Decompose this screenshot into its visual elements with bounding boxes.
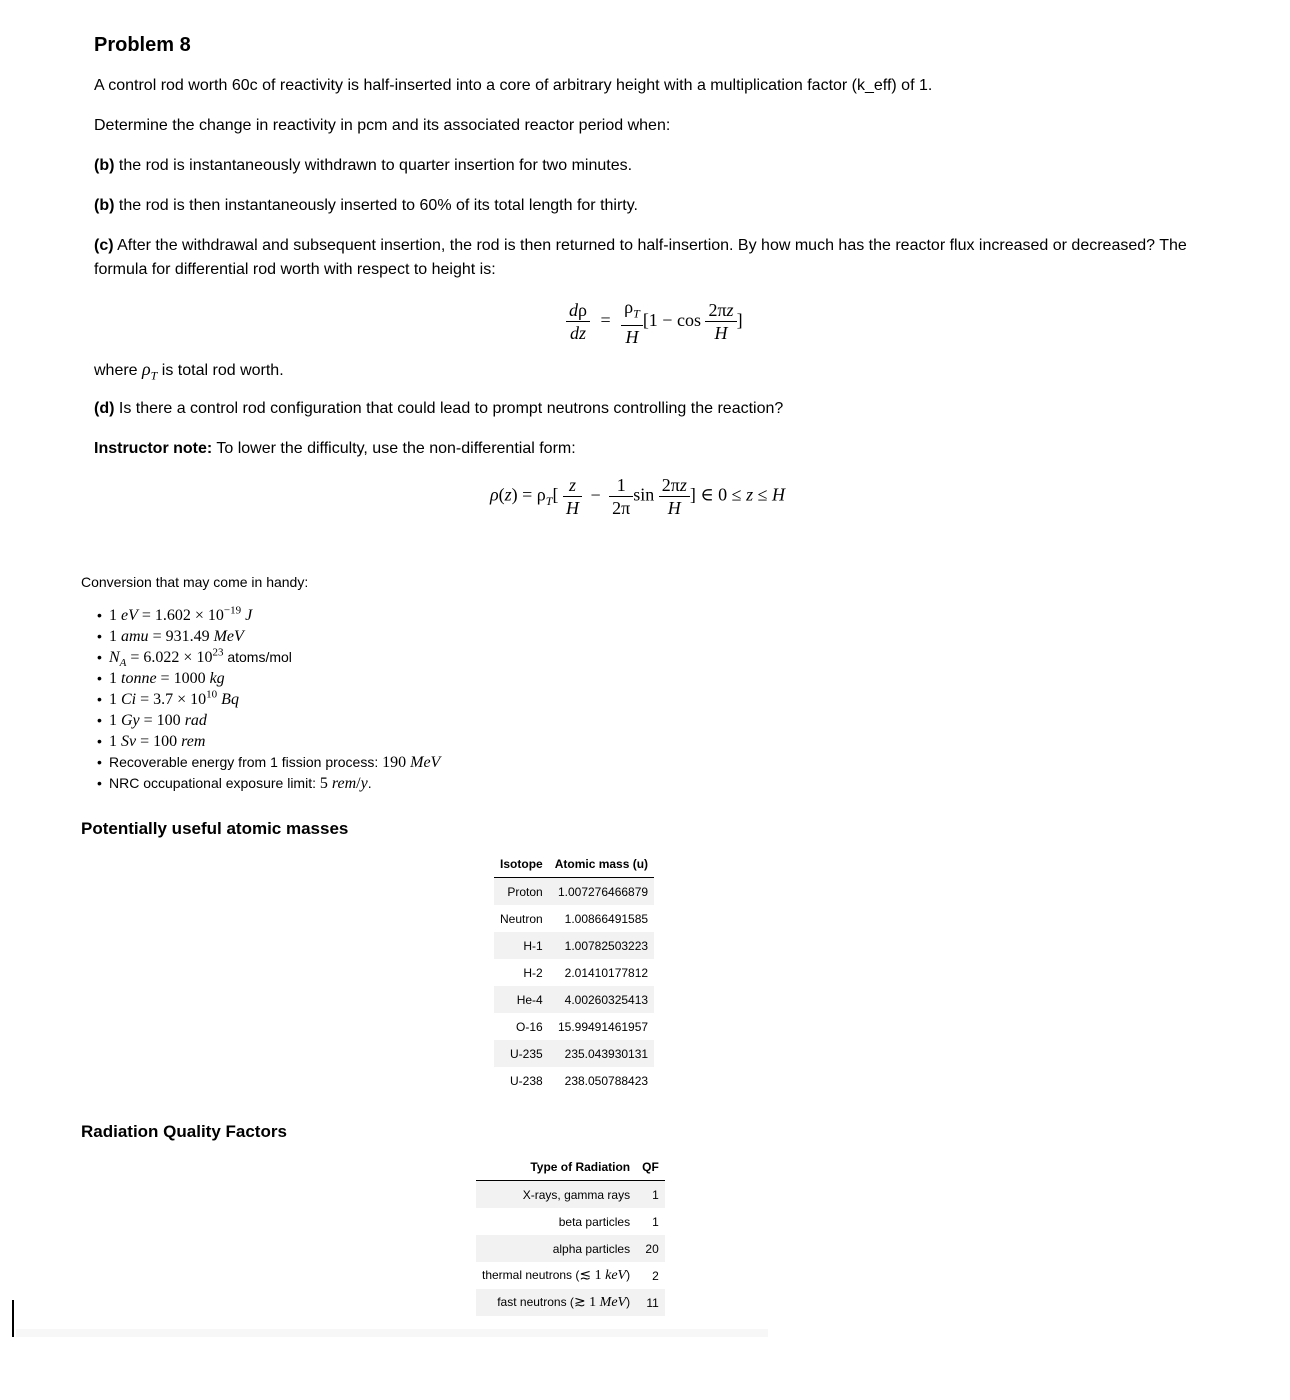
instructor-note: [94, 437, 576, 461]
part-b1: [94, 154, 632, 178]
isotope-cell: U-235: [494, 1040, 549, 1067]
radiation-type-cell: beta particles: [558, 1214, 631, 1229]
where-line: [94, 357, 284, 388]
part-d-text: Is there a control rod configuration that could lead to prompt neutrons controlling the reaction?: [114, 400, 784, 417]
table-header: Isotope: [494, 851, 549, 878]
nrc-suffix: .: [367, 775, 372, 791]
conversion-amu: • 1 amu = 931.49 MeV: [81, 626, 501, 647]
mass-cell: 235.043930131: [549, 1040, 654, 1067]
part-b1-label: (b): [94, 157, 115, 174]
problem-title: Problem 8: [94, 34, 191, 56]
table-header: Atomic mass (u): [549, 851, 654, 878]
conversion-fission-energy: • Recoverable energy from 1 fission process: 190 MeV: [81, 752, 501, 773]
part-d-label: (d): [94, 400, 115, 417]
differential-worth-formula: $\frac{d\rho}{dz}$ = $\frac{\rho_T}{H}$ [1 − cos $\frac{2\pi z}{H}$ ]: [566, 296, 743, 348]
integral-worth-formula: $\rho(z) = \rho_T$[ $\frac{z}{H}$ − $\frac{1}{2\pi}$ sin $\frac{2\pi z}{H}$ ] ∈ 0 ≤ z ≤ H: [490, 475, 785, 518]
masses-title: Potentially useful atomic masses: [81, 819, 349, 838]
radiation-type-cell: fast neutrons (≳ 1 MeV): [476, 1289, 636, 1316]
mass-cell: 238.050788423: [564, 1073, 649, 1088]
part-c-text: After the withdrawal and subsequent insertion, the rod is then returned to half-insertion. By how much has the reactor flux increased or decreased? The formula for differential rod worth with respect to height is:: [94, 237, 1187, 278]
where-suffix: is total rod worth.: [157, 362, 284, 379]
table-header-row: [476, 1154, 665, 1181]
fission-text: Recoverable energy from 1 fission process:: [109, 754, 383, 770]
table-header: QF: [636, 1154, 665, 1181]
radiation-type-cell: alpha particles: [476, 1235, 636, 1262]
conversion-gray: • 1 Gy = 100 rad: [81, 710, 501, 731]
isotope-cell: U-238: [510, 1073, 543, 1088]
problem-determine: Determine the change in reactivity in pcm and its associated reactor period when:: [94, 117, 671, 134]
isotope-cell: O-16: [516, 1019, 543, 1034]
isotope-cell: Neutron: [500, 911, 543, 926]
conversion-sievert: • 1 Sv = 100 rem: [81, 731, 501, 752]
table-row: [494, 932, 654, 959]
isotope-cell: H-2: [523, 965, 543, 980]
mass-cell: 4.00260325413: [549, 986, 654, 1013]
radiation-type-cell: X-rays, gamma rays: [476, 1181, 636, 1209]
table-row: [476, 1235, 665, 1262]
fast-neutrons-suffix: ): [626, 1295, 631, 1309]
problem-intro: A control rod worth 60c of reactivity is half-inserted into a core of arbitrary height with a multiplication factor (k_eff) of 1.: [94, 77, 933, 94]
table-row: [494, 1013, 654, 1040]
table-header: Type of Radiation: [476, 1154, 636, 1181]
thermal-neutrons-suffix: ): [626, 1268, 631, 1282]
mass-cell: 1.00866491585: [564, 911, 649, 926]
conversion-ev: • 1 eV = $1.602 \times 10^{-19}$ J: [81, 605, 501, 626]
rho-t-symbol: $\rho_T$: [142, 359, 158, 383]
table-row: [476, 1262, 665, 1289]
radiation-type-cell: thermal neutrons (≲ 1 keV): [482, 1268, 631, 1283]
text-cursor: [12, 1300, 14, 1337]
table-header-row: [494, 851, 654, 878]
nrc-text: NRC occupational exposure limit:: [109, 775, 320, 791]
conversion-tonne: • 1 tonne = 1000 kg: [81, 668, 501, 689]
part-b2-label: (b): [94, 197, 115, 214]
atomic-mass-table: [494, 851, 654, 1094]
table-row: [476, 1289, 665, 1316]
isotope-cell: H-1: [494, 932, 549, 959]
part-b1-text: the rod is instantaneously withdrawn to quarter insertion for two minutes.: [114, 157, 633, 174]
table-row: [494, 905, 654, 932]
table-row: [476, 1181, 665, 1209]
table-row: [494, 959, 654, 986]
isotope-cell: He-4: [494, 986, 549, 1013]
qf-cell: 1: [636, 1181, 665, 1209]
mass-cell: 15.99491461957: [557, 1019, 649, 1034]
conversion-nrc-limit: • NRC occupational exposure limit: 5 rem/y.: [81, 773, 501, 794]
part-c-label: (c): [94, 237, 114, 254]
fast-neutrons-label: fast neutrons (: [497, 1295, 574, 1309]
qf-cell: 2: [652, 1268, 659, 1283]
part-c: [94, 234, 1244, 282]
qf-cell: 20: [636, 1235, 665, 1262]
qf-cell: 11: [636, 1289, 665, 1316]
table-row: [494, 986, 654, 1013]
avogadro-unit: atoms/mol: [223, 649, 292, 665]
conversions-list: [81, 605, 501, 794]
thermal-neutrons-label: thermal neutrons (: [482, 1268, 580, 1282]
qf-cell: 1: [652, 1214, 659, 1229]
quality-factor-table: [476, 1154, 665, 1316]
part-b2-text: the rod is then instantaneously inserted to 60% of its total length for thirty.: [114, 197, 638, 214]
conversion-curie: • 1 $Ci = 3.7 \times 10^{10}$ Bq: [81, 689, 501, 710]
isotope-cell: Proton: [494, 878, 549, 906]
instructor-note-label: Instructor note:: [94, 440, 213, 457]
horizontal-scrollbar[interactable]: [16, 1329, 768, 1337]
table-row: [494, 878, 654, 906]
mass-cell: 2.01410177812: [564, 965, 649, 980]
conversions-heading: Conversion that may come in handy:: [81, 574, 309, 590]
table-row: [494, 1040, 654, 1067]
table-row: [476, 1208, 665, 1235]
table-row: [494, 1067, 654, 1094]
part-d: [94, 397, 783, 421]
conversion-avogadro: • $N_A = 6.022 \times 10^{23}$ atoms/mol: [81, 647, 501, 668]
where-prefix: where: [94, 362, 143, 379]
mass-cell: 1.00782503223: [549, 932, 654, 959]
instructor-note-text: To lower the difficulty, use the non-differential form:: [212, 440, 576, 457]
part-b2: [94, 194, 638, 218]
mass-cell: 1.007276466879: [549, 878, 654, 906]
qf-title: Radiation Quality Factors: [81, 1122, 287, 1141]
